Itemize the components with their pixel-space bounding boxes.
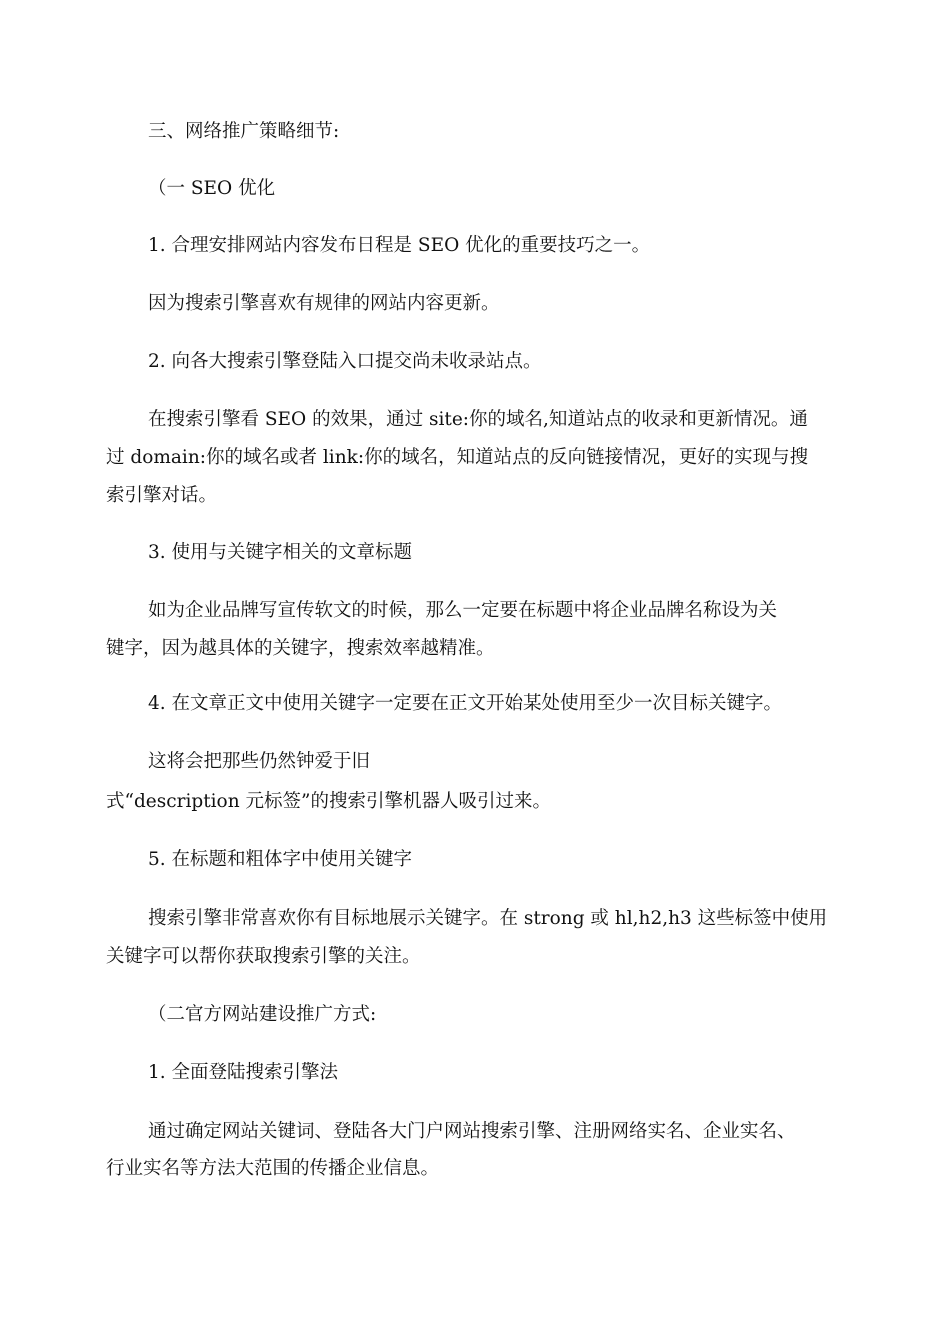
s2-item1-body-line1: 通过确定网站关键词、登陆各大门户网站搜索引擎、注册网络实名、企业实名、 [148,1121,796,1142]
s2-item1-body-line2: 行业实名等方法大范围的传播企业信息。 [106,1158,440,1179]
item2-body-line3: 索引擎对话。 [106,485,218,506]
item3-title: 3. 使用与关键字相关的文章标题 [148,542,413,563]
item4-title: 4. 在文章正文中使用关键字一定要在正文开始某处使用至少一次目标关键字。 [148,693,783,714]
item1-body: 因为搜索引擎喜欢有规律的网站内容更新。 [148,293,500,314]
item4-body-line2: 式“description 元标签”的搜索引擎机器人吸引过来。 [106,791,551,812]
item4-body-line1: 这将会把那些仍然钟爱于旧 [148,751,371,772]
section1-title: （一 SEO 优化 [148,178,276,199]
item3-body-line2: 键字，因为越具体的关键字，搜索效率越精准。 [106,638,495,659]
item5-body-line2: 关键字可以帮你获取搜索引擎的关注。 [106,946,421,967]
s2-item1-title: 1. 全面登陆搜索引擎法 [148,1062,339,1083]
item1-title: 1. 合理安排网站内容发布日程是 SEO 优化的重要技巧之一。 [148,235,651,256]
item2-title: 2. 向各大搜索引擎登陆入口提交尚未收录站点。 [148,351,542,372]
item2-body-line1: 在搜索引擎看 SEO 的效果，通过 site:你的域名,知道站点的收录和更新情况。通 [148,409,808,430]
section2-title: （二官方网站建设推广方式: [148,1004,377,1025]
section-heading: 三、网络推广策略细节: [148,121,340,142]
item2-body-line2: 过 domain:你的域名或者 link:你的域名，知道站点的反向链接情况，更好的实现与搜 [106,447,809,468]
item5-title: 5. 在标题和粗体字中使用关键字 [148,849,413,870]
item5-body-line1: 搜索引擎非常喜欢你有目标地展示关键字。在 strong 或 hl,h2,h3 这些标签中使用 [148,908,828,929]
item3-body-line1: 如为企业品牌写宣传软文的时候，那么一定要在标题中将企业品牌名称设为关 [148,600,778,621]
